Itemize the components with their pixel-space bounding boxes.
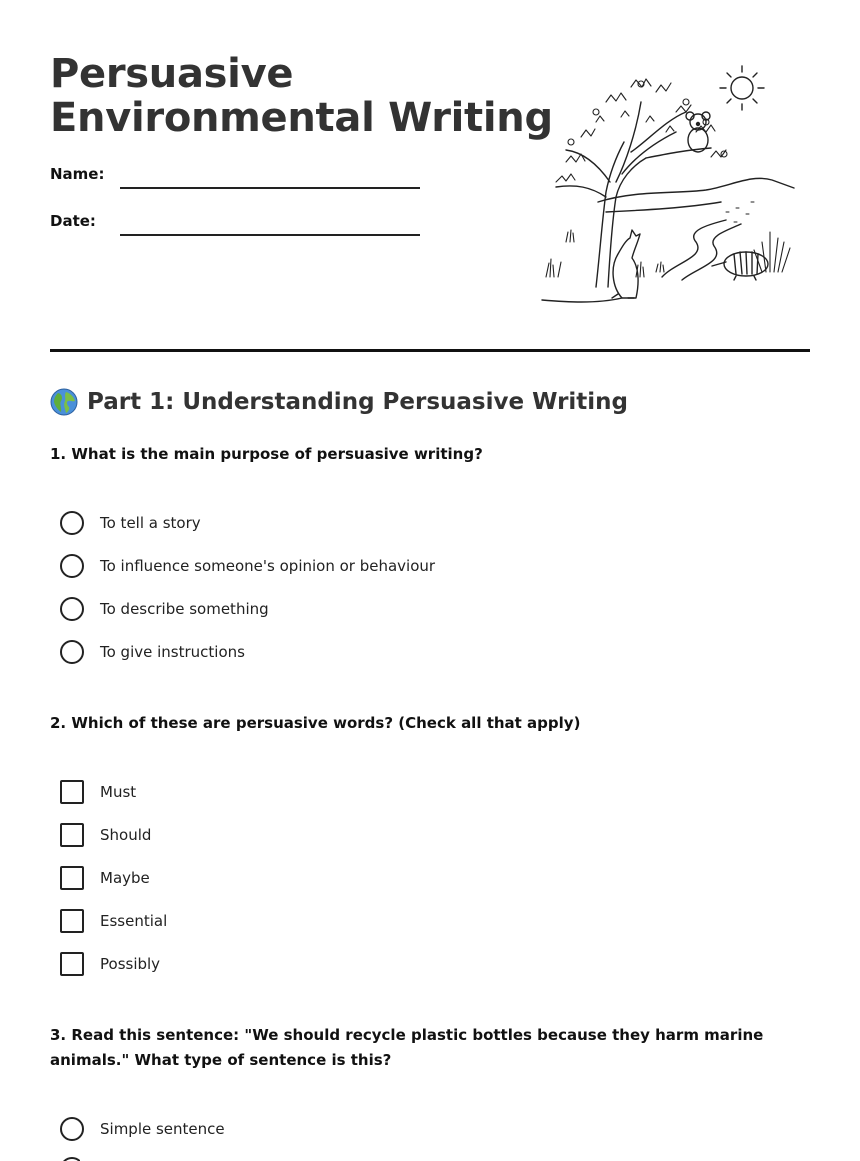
checkbox[interactable] — [60, 866, 84, 890]
option-label: To tell a story — [100, 514, 201, 532]
option-label: Essential — [100, 912, 168, 930]
section-title-text: Part 1: Understanding Persuasive Writing — [87, 389, 629, 415]
date-label: Date: — [50, 212, 96, 230]
option-label: Simple sentence — [100, 1120, 225, 1138]
option-1-4[interactable] — [60, 640, 245, 664]
radio-button[interactable] — [60, 597, 84, 621]
radio-button[interactable] — [60, 554, 84, 578]
title-line-2: Environmental Writing — [50, 95, 553, 141]
question-2: 2. Which of these are persuasive words? (Check all that apply) — [50, 714, 581, 732]
section-title — [50, 388, 628, 416]
date-field[interactable] — [120, 234, 420, 236]
radio-button[interactable] — [60, 640, 84, 664]
option-3-1[interactable] — [60, 1117, 225, 1141]
option-label: To give instructions — [100, 643, 245, 661]
option-label: Maybe — [100, 869, 150, 887]
radio-button[interactable] — [60, 1117, 84, 1141]
option-2-5[interactable] — [60, 952, 160, 976]
question-1: 1. What is the main purpose of persuasive writing? — [50, 445, 483, 463]
option-2-4[interactable] — [60, 909, 167, 933]
option-2-2[interactable] — [60, 823, 151, 847]
option-1-3[interactable] — [60, 597, 269, 621]
option-1-2[interactable] — [60, 554, 435, 578]
checkbox[interactable] — [60, 780, 84, 804]
checkbox[interactable] — [60, 909, 84, 933]
radio-button[interactable] — [60, 511, 84, 535]
option-1-1[interactable] — [60, 511, 201, 535]
kangaroo-icon — [542, 230, 640, 302]
name-field[interactable] — [120, 187, 420, 189]
title-line-1: Persuasive — [50, 51, 294, 97]
header-divider — [50, 349, 810, 352]
option-label: Must — [100, 783, 137, 801]
page-title — [50, 52, 553, 140]
option-label: To describe something — [100, 600, 269, 618]
name-label: Name: — [50, 165, 105, 183]
option-3-2-partial[interactable] — [60, 1157, 80, 1161]
sun-icon — [720, 66, 764, 110]
option-label: Possibly — [100, 955, 161, 973]
tree-landscape-illustration — [536, 62, 800, 310]
option-label: Should — [100, 826, 152, 844]
radio-button[interactable] — [60, 1157, 80, 1161]
question-3: 3. Read this sentence: "We should recycle plastic bottles because they harm marine animals." What type of sentence is this? — [50, 1026, 764, 1069]
checkbox[interactable] — [60, 823, 84, 847]
option-label: To influence someone's opinion or behaviour — [100, 557, 436, 575]
option-2-3[interactable] — [60, 866, 150, 890]
checkbox[interactable] — [60, 952, 84, 976]
globe-icon — [50, 388, 78, 416]
option-2-1[interactable] — [60, 780, 136, 804]
